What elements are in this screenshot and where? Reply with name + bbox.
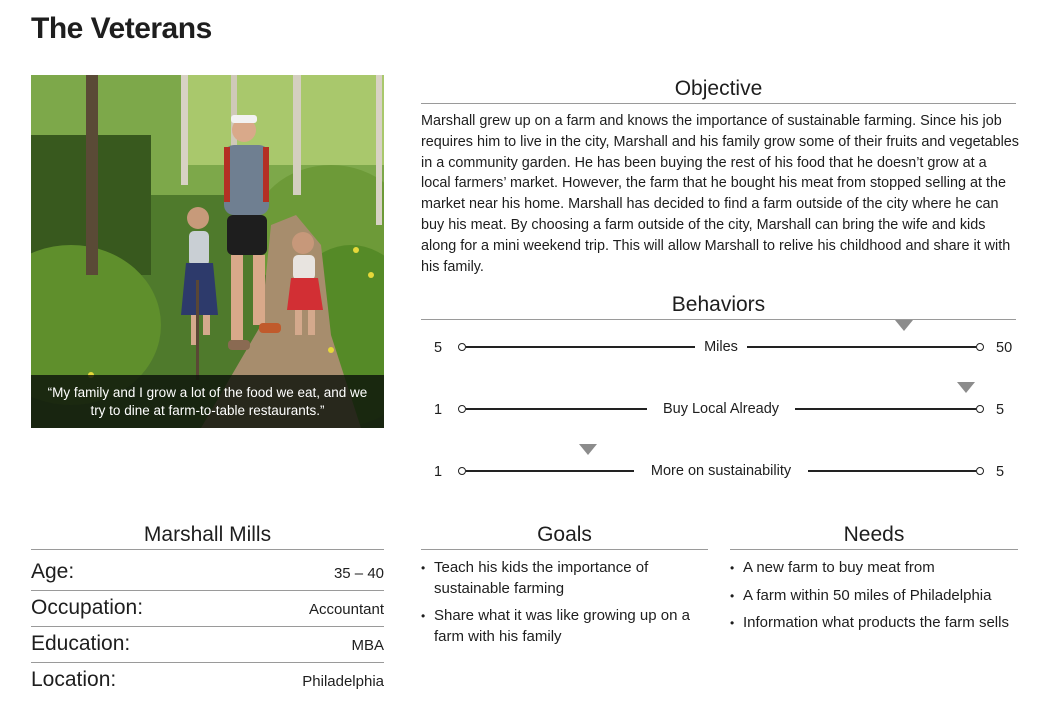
profile-key: Education: (31, 632, 131, 655)
slider-min-label: 1 (434, 402, 443, 418)
slider-label: Miles (704, 339, 738, 355)
profile-row-occupation (31, 590, 384, 627)
slider-end-dot (976, 467, 984, 475)
slider-track-right (747, 346, 976, 348)
persona-photo (31, 75, 384, 428)
goals-list (421, 558, 713, 654)
needs-heading: Needs (730, 523, 1018, 550)
profile-value: Accountant (308, 601, 384, 618)
slider-max-label: 5 (996, 464, 1005, 480)
profile-value: 35 – 40 (333, 565, 384, 582)
slider-max-label: 5 (996, 402, 1005, 418)
needs-list (730, 558, 1022, 641)
objective-heading: Objective (421, 77, 1016, 104)
slider-start-dot (458, 343, 466, 351)
list-item: • A farm within 50 miles of Philadelphia (730, 586, 1022, 607)
list-item: • Information what products the farm sells (730, 613, 1022, 634)
slider-marker-icon (957, 382, 975, 393)
profile-key: Location: (31, 668, 117, 691)
profile-row-age (31, 554, 384, 591)
slider-max-label: 50 (996, 340, 1013, 356)
slider-label: Buy Local Already (662, 401, 780, 417)
behavior-slider-sustainability (421, 456, 1021, 486)
list-item: • A new farm to buy meat from (730, 558, 1022, 579)
persona-name: Marshall Mills (31, 523, 384, 550)
profile-value: Philadelphia (302, 673, 384, 690)
goals-heading: Goals (421, 523, 708, 550)
slider-min-label: 1 (434, 464, 443, 480)
slider-end-dot (976, 343, 984, 351)
slider-label: More on sustainability (650, 463, 792, 479)
slider-track-left (466, 346, 695, 348)
profile-key: Occupation: (31, 596, 144, 619)
photo-caption: “My family and I grow a lot of the food we eat, and we try to dine at farm-to-table restaurants.” (31, 375, 384, 428)
profile-value: MBA (351, 637, 384, 654)
list-item: • Share what it was like growing up on a farm with his family (421, 606, 713, 647)
page-title: The Veterans (31, 12, 212, 45)
slider-start-dot (458, 405, 466, 413)
slider-marker-icon (579, 444, 597, 455)
profile-row-education (31, 626, 384, 663)
list-item: • Teach his kids the importance of sustainable farming (421, 558, 713, 599)
slider-track-left (466, 408, 647, 410)
slider-end-dot (976, 405, 984, 413)
behavior-slider-miles (421, 332, 1021, 362)
slider-min-label: 5 (434, 340, 443, 356)
profile-key: Age: (31, 560, 75, 583)
slider-start-dot (458, 467, 466, 475)
slider-track-right (808, 470, 976, 472)
behaviors-heading: Behaviors (421, 293, 1016, 320)
slider-track-left (466, 470, 634, 472)
slider-marker-icon (895, 320, 913, 331)
objective-text: Marshall grew up on a farm and knows the importance of sustainable farming. Since his job requires him to live in the city, Marshall and his family grow some of their fruits and vegetables in a community garden. He has been buying the rest of his food that he doesn’t grow at a local farmers’ market. However, the farm that he bought his meat from stopped selling at the market near his home. Marshall has decided to find a farm outside of the city where he can buy his meat. By choosing a farm outside of the city, Marshall can bring the wife and kids along for a mini weekend trip. This will allow Marshall to relive his childhood and share it with his family. (421, 113, 1020, 275)
profile-row-location (31, 662, 384, 698)
slider-track-right (795, 408, 976, 410)
behavior-slider-buy-local (421, 394, 1021, 424)
